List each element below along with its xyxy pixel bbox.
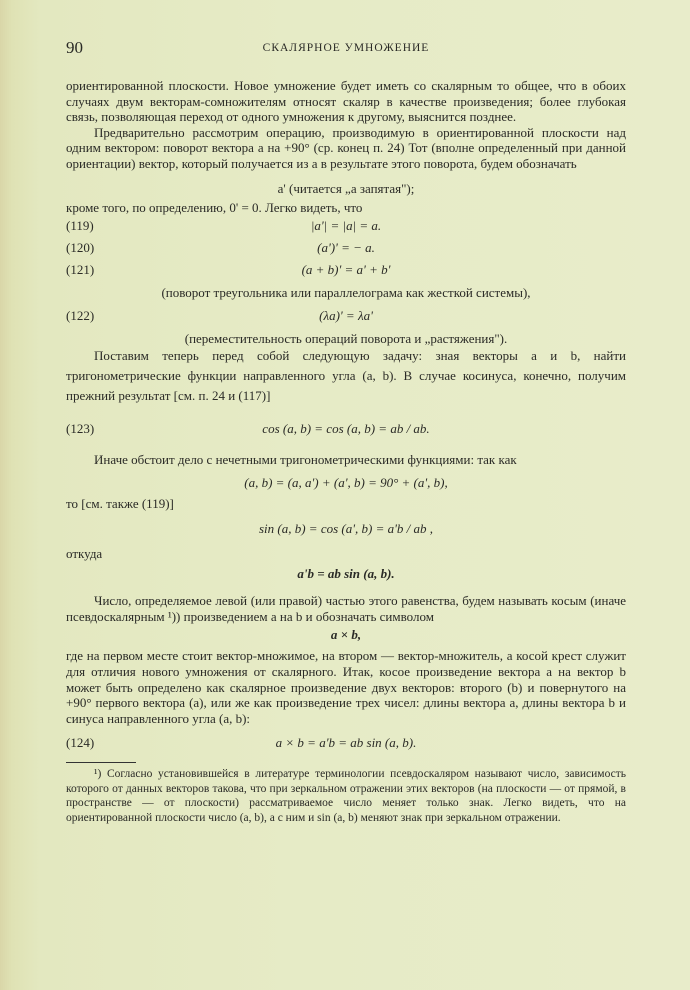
equation-formula: (a + b)' = a' + b' <box>301 262 391 278</box>
paragraph-9: где на первом месте стоит вектор-множимое, на втором — вектор-множитель, а косой крест служит для отличия нового умножения от скалярного. Итак, косое произведение вектора a на вектор b может быть определено как скалярное произведение двух векторов: второго (b) и повернутого на +90° первого вектора (a), или же как произведение трех чисел: длины вектора a, длины вектора b и синуса направленного угла (a, b): <box>66 648 626 726</box>
equation-ab <box>66 561 626 587</box>
notation-line <box>66 178 626 200</box>
equation-121 <box>66 259 626 281</box>
paragraph-2: Предварительно рассмотрим операцию, производимую в ориентированной плоскости над одним вектором: поворот вектора a на +90° (ср. конец п. 24) Тот (вполне определенный при данной ориентации) вектор, который получается из a в результате этого поворота, будем обозначать <box>66 124 626 171</box>
equation-number: (121) <box>66 262 95 278</box>
paragraph-6: то [см. также (119)] <box>66 495 174 511</box>
page-number: 90 <box>66 38 83 57</box>
equation-122 <box>66 305 626 327</box>
equation-124 <box>66 726 626 756</box>
page-header <box>66 38 626 58</box>
page-body <box>66 78 626 825</box>
equation-123 <box>66 412 626 446</box>
equation-number: (124) <box>66 735 95 751</box>
footnote-divider <box>66 762 136 763</box>
equation-formula: |a'| = |a| = a. <box>310 218 382 234</box>
footnote: ¹) Согласно установившейся в литературе терминологии псевдоскаляром называют число, зависимость которого от данных векторов такова, что при зеркальном отражении этих векторов (на плоскости — от прямой, в пространстве — от плоскости) рассматриваемое число меняет только знак. Легко видеть, что на ориентированной плоскости число (a, b), а с ним и sin (a, b) меняют знак при зеркальном отражении. <box>66 768 626 824</box>
equation-formula: cos (a, b) = cos (a, b) = ab / ab. <box>262 421 430 437</box>
equation-number: (122) <box>66 307 95 323</box>
equation-formula: (a')' = − a. <box>317 240 375 256</box>
equation-cross <box>66 624 626 648</box>
paragraph-4: Поставим теперь перед собой следующую задачу: зная векторы a и b, найти тригонометрические функции направленного угла (a, b). В случае косинуса, конечно, получим прежний результат [см. п. 24 и (117)] <box>66 348 626 404</box>
equation-119 <box>66 215 626 237</box>
equation-formula: a × b = a'b = ab sin (a, b). <box>275 735 417 751</box>
equation-formula: a × b, <box>330 627 362 643</box>
notation-text: a' (читается „a запятая"); <box>277 180 415 196</box>
paragraph-1: ориентированной плоскости. Новое умножение будет иметь со скалярным то общее, что в обоих случаях двум векторам-сомножителям относят скаляр в качестве произведения; более глубокая связь, позволяющая переход от одного умножения к другому, выяснится позднее. <box>66 78 626 125</box>
paragraph-7: откуда <box>66 545 103 561</box>
equation-sin <box>66 512 626 546</box>
equation-number: (123) <box>66 421 95 437</box>
paragraph-8: Число, определяемое левой (или правой) частью этого равенства, будем называть косым (иначе псевдоскалярным ¹)) произведением a на b и обозначать символом <box>66 593 626 624</box>
paragraph-3: кроме того, по определению, 0' = 0. Легко видеть, что <box>66 199 363 215</box>
equation-formula: sin (a, b) = cos (a', b) = a'b / ab , <box>258 520 434 536</box>
paragraph-5: Иначе обстоит дело с нечетными тригонометрическими функциями: так как <box>94 452 517 468</box>
note-121: (поворот треугольника или параллелограма как жесткой системы), <box>161 285 531 301</box>
equation-formula: (λa)' = λa' <box>319 307 373 323</box>
equation-formula: (a, b) = (a, a') + (a', b) = 90° + (a', b), <box>244 474 448 490</box>
equation-number: (119) <box>66 218 94 234</box>
note-122: (переместительность операций поворота и „растяжения"). <box>184 330 508 346</box>
equation-angles <box>66 468 626 496</box>
equation-formula: a'b = ab sin (a, b). <box>297 566 395 582</box>
equation-120 <box>66 237 626 259</box>
running-title: СКАЛЯРНОЕ УМНОЖЕНИЕ <box>262 42 430 54</box>
equation-number: (120) <box>66 240 95 256</box>
